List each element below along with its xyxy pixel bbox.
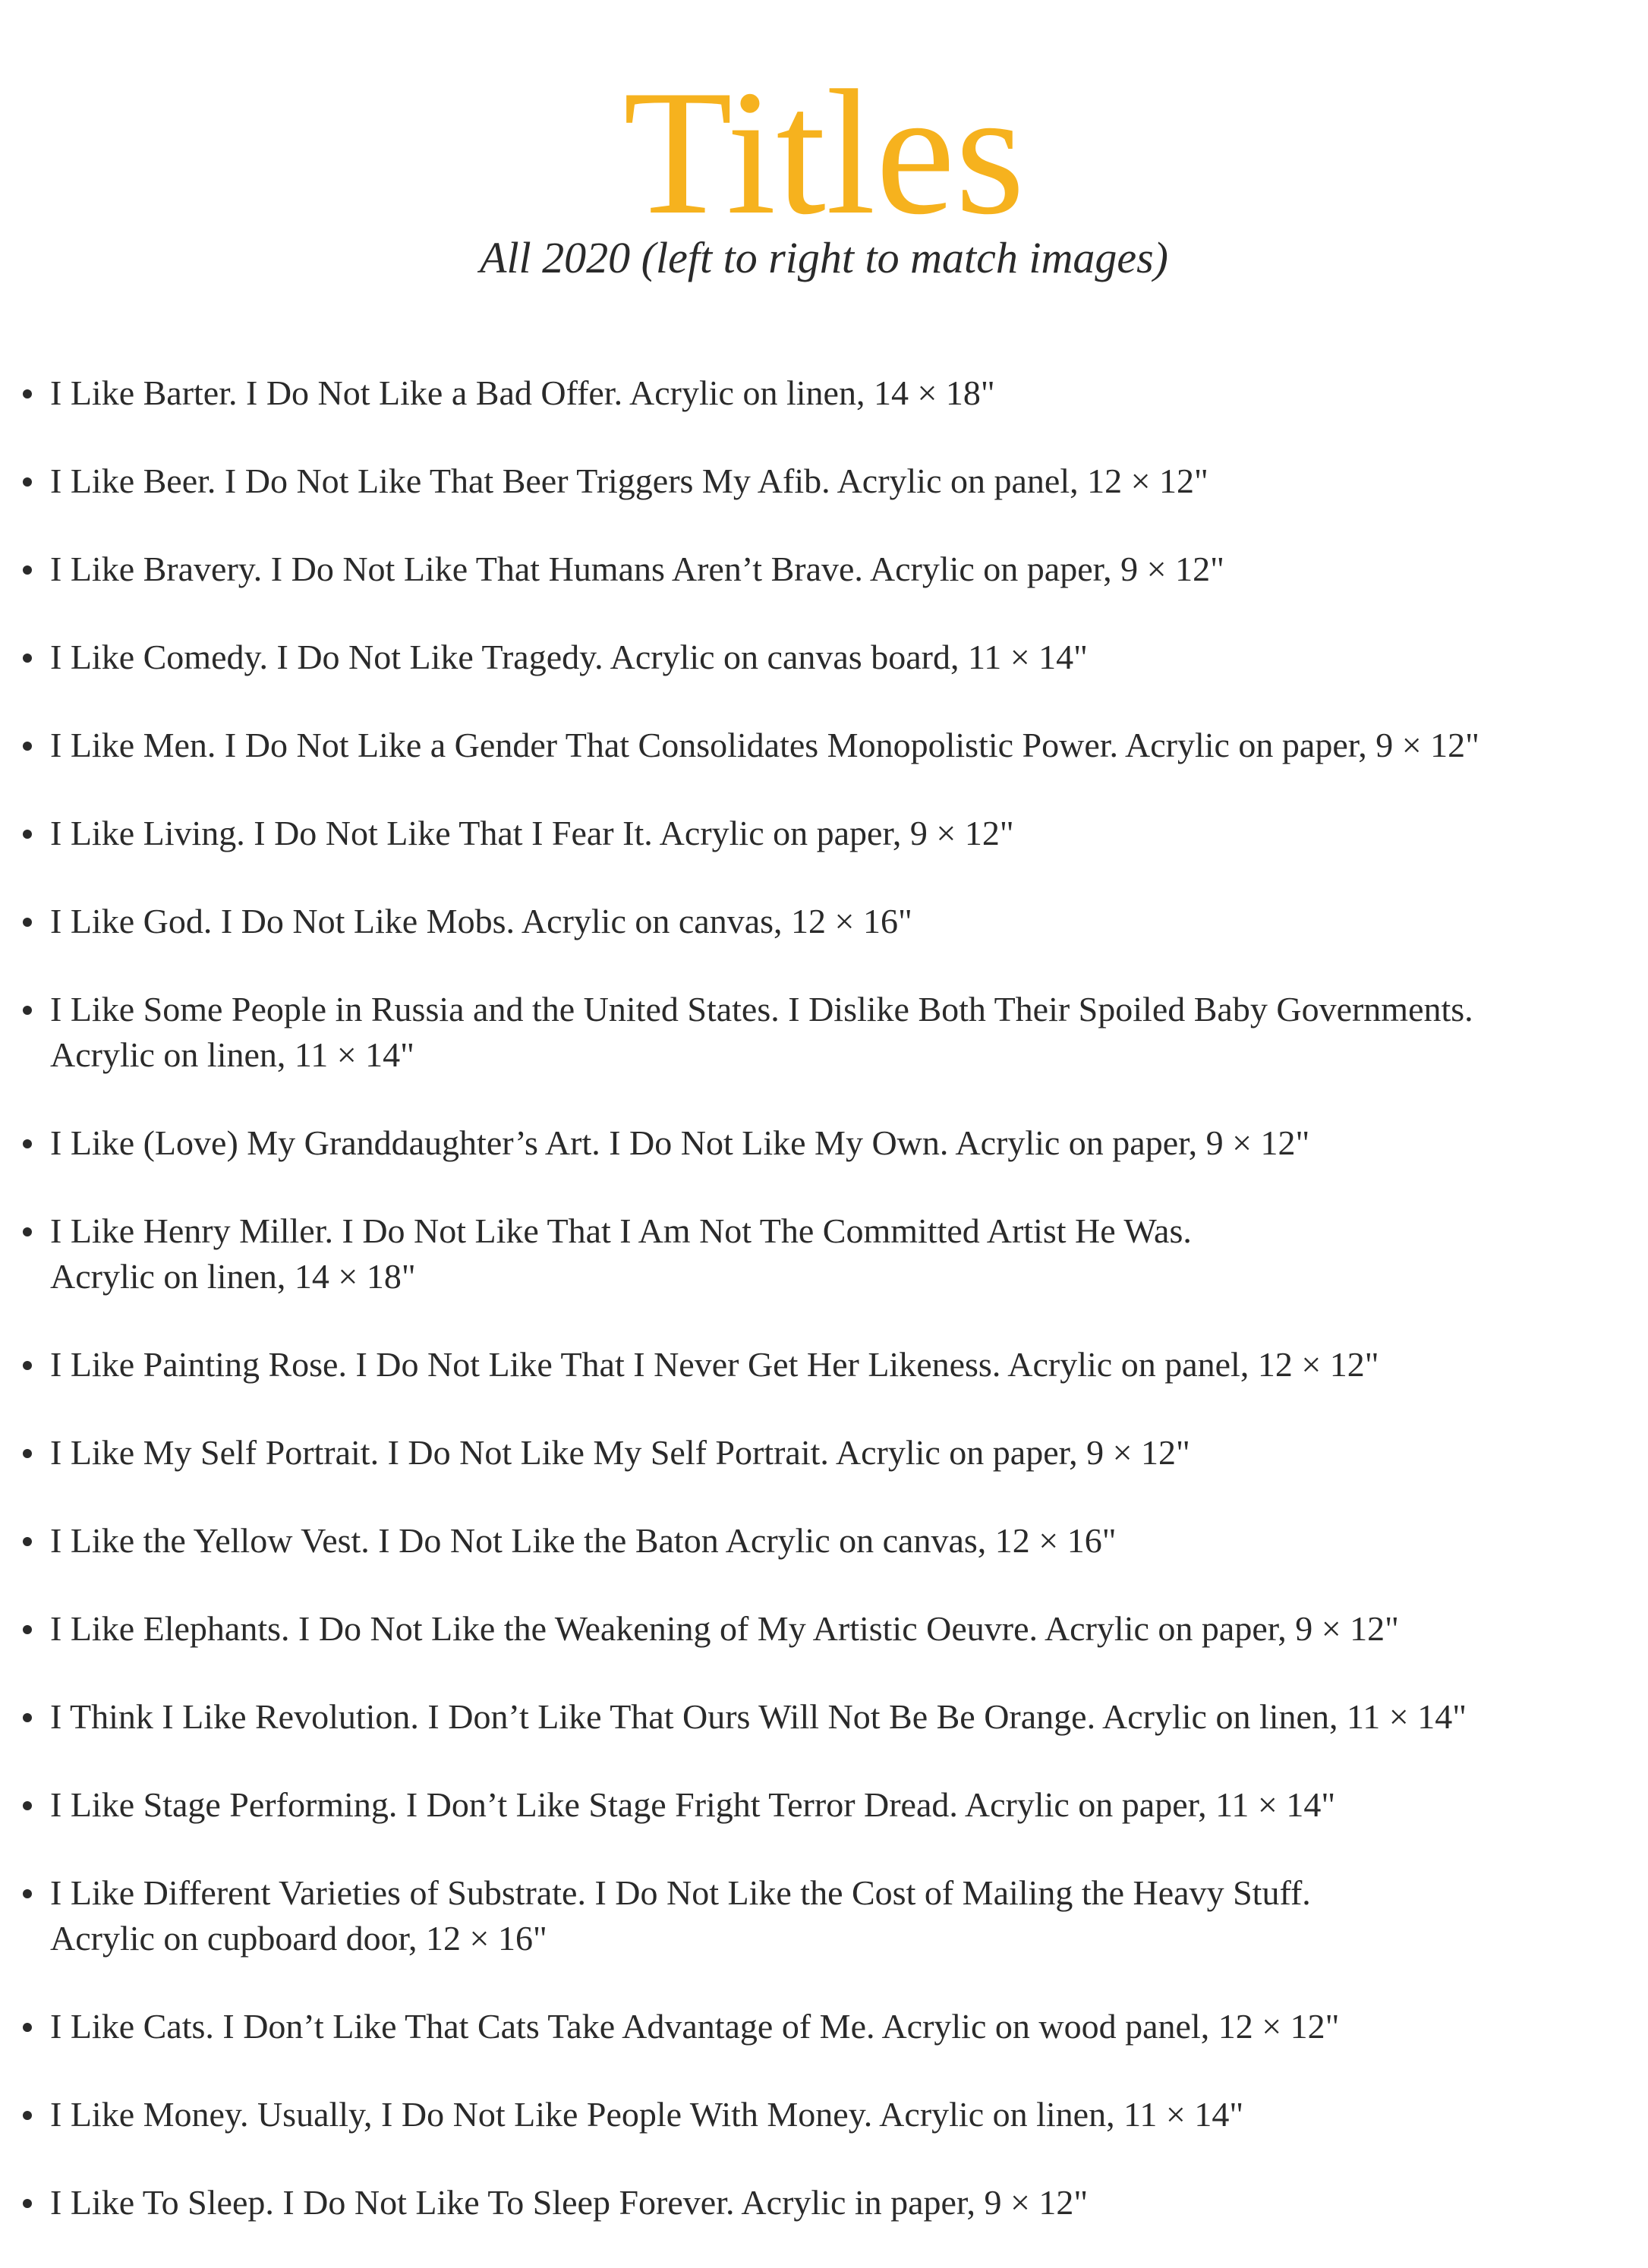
artwork-title-line: I Like Barter. I Do Not Like a Bad Offer. Acrylic on linen, 14 × 18" xyxy=(50,373,995,412)
bullet-icon xyxy=(23,1006,32,1015)
bullet-icon xyxy=(23,1361,32,1370)
list-item xyxy=(23,1694,1632,1740)
bullet-icon xyxy=(23,1713,32,1722)
list-item xyxy=(23,1782,1632,1828)
bullet-icon xyxy=(23,389,32,398)
artwork-title-line: I Think I Like Revolution. I Don’t Like That Ours Will Not Be Be Orange. Acrylic on linen, 11 × 14" xyxy=(50,1697,1467,1736)
bullet-icon xyxy=(23,830,32,839)
list-item xyxy=(23,1120,1632,1166)
bullet-icon xyxy=(23,1139,32,1148)
bullet-icon xyxy=(23,2023,32,2032)
bullet-icon xyxy=(23,918,32,927)
list-item xyxy=(23,458,1632,504)
bullet-icon xyxy=(23,1449,32,1458)
list-item xyxy=(23,1208,1632,1299)
bullet-icon xyxy=(23,1227,32,1236)
list-item xyxy=(23,899,1632,944)
artwork-title-line: I Like Different Varieties of Substrate. I Do Not Like the Cost of Mailing the Heavy Stuff. xyxy=(50,1873,1311,1912)
bullet-icon xyxy=(23,565,32,575)
artwork-title-line: Acrylic on cupboard door, 12 × 16" xyxy=(50,1919,547,1958)
bullet-icon xyxy=(23,1801,32,1810)
artwork-title-line: I Like Stage Performing. I Don’t Like Stage Fright Terror Dread. Acrylic on paper, 11 × 14" xyxy=(50,1785,1336,1824)
list-item xyxy=(23,1518,1632,1564)
page-subtitle: All 2020 (left to right to match images) xyxy=(480,233,1168,282)
bullet-icon xyxy=(23,477,32,487)
bullet-icon xyxy=(23,2111,32,2120)
bullet-icon xyxy=(23,742,32,751)
list-item xyxy=(23,547,1632,592)
list-item xyxy=(23,635,1632,680)
artwork-title-line: I Like Cats. I Don’t Like That Cats Take Advantage of Me. Acrylic on wood panel, 12 × 12" xyxy=(50,2007,1340,2046)
artwork-title-line: I Like Living. I Do Not Like That I Fear It. Acrylic on paper, 9 × 12" xyxy=(50,814,1014,852)
artwork-title-line: I Like Beer. I Do Not Like That Beer Triggers My Afib. Acrylic on panel, 12 × 12" xyxy=(50,461,1208,500)
artwork-title-line: I Like (Love) My Granddaughter’s Art. I Do Not Like My Own. Acrylic on paper, 9 × 12" xyxy=(50,1123,1310,1162)
artwork-title-list xyxy=(23,370,1632,2268)
list-item xyxy=(23,2004,1632,2049)
artwork-title-line: I Like To Sleep. I Do Not Like To Sleep Forever. Acrylic in paper, 9 × 12" xyxy=(50,2183,1089,2222)
bullet-icon xyxy=(23,1889,32,1898)
artwork-title-line: I Like the Yellow Vest. I Do Not Like the Baton Acrylic on canvas, 12 × 16" xyxy=(50,1521,1117,1560)
bullet-icon xyxy=(23,1625,32,1634)
list-item xyxy=(23,723,1632,768)
artwork-title-line: I Like God. I Do Not Like Mobs. Acrylic on canvas, 12 × 16" xyxy=(50,902,912,940)
list-item xyxy=(23,370,1632,416)
page-title: Titles xyxy=(622,54,1026,252)
artwork-title-line: I Like Henry Miller. I Do Not Like That I Am Not The Committed Artist He Was. xyxy=(50,1211,1192,1250)
bullet-icon xyxy=(23,1537,32,1546)
list-item xyxy=(23,987,1632,1078)
artwork-title-line: I Like Money. Usually, I Do Not Like People With Money. Acrylic on linen, 11 × 14" xyxy=(50,2095,1244,2134)
list-item xyxy=(23,1606,1632,1652)
artwork-title-line: I Like My Self Portrait. I Do Not Like My Self Portrait. Acrylic on paper, 9 × 12" xyxy=(50,1433,1190,1472)
list-item xyxy=(23,2092,1632,2137)
list-item xyxy=(23,811,1632,856)
artwork-title-line: I Like Comedy. I Do Not Like Tragedy. Acrylic on canvas board, 11 × 14" xyxy=(50,638,1088,676)
bullet-icon xyxy=(23,654,32,663)
artwork-title-line: Acrylic on linen, 11 × 14" xyxy=(50,1035,414,1074)
list-item xyxy=(23,2180,1632,2225)
artwork-title-line: I Like Bravery. I Do Not Like That Humans Aren’t Brave. Acrylic on paper, 9 × 12" xyxy=(50,550,1224,588)
artwork-title-line: Acrylic on linen, 14 × 18" xyxy=(50,1257,416,1296)
artwork-title-line: I Like Painting Rose. I Do Not Like That I Never Get Her Likeness. Acrylic on panel, 12 × 12" xyxy=(50,1345,1379,1384)
artwork-title-line: I Like Men. I Do Not Like a Gender That Consolidates Monopolistic Power. Acrylic on paper, 9 × 12" xyxy=(50,726,1479,764)
artwork-title-line: I Like Some People in Russia and the United States. I Dislike Both Their Spoiled Baby Governments. xyxy=(50,990,1473,1028)
list-item xyxy=(23,1430,1632,1476)
list-item xyxy=(23,1870,1632,1961)
bullet-icon xyxy=(23,2199,32,2208)
list-item xyxy=(23,1342,1632,1388)
artwork-title-line: I Like Elephants. I Do Not Like the Weakening of My Artistic Oeuvre. Acrylic on paper, 9 × 12" xyxy=(50,1609,1399,1648)
